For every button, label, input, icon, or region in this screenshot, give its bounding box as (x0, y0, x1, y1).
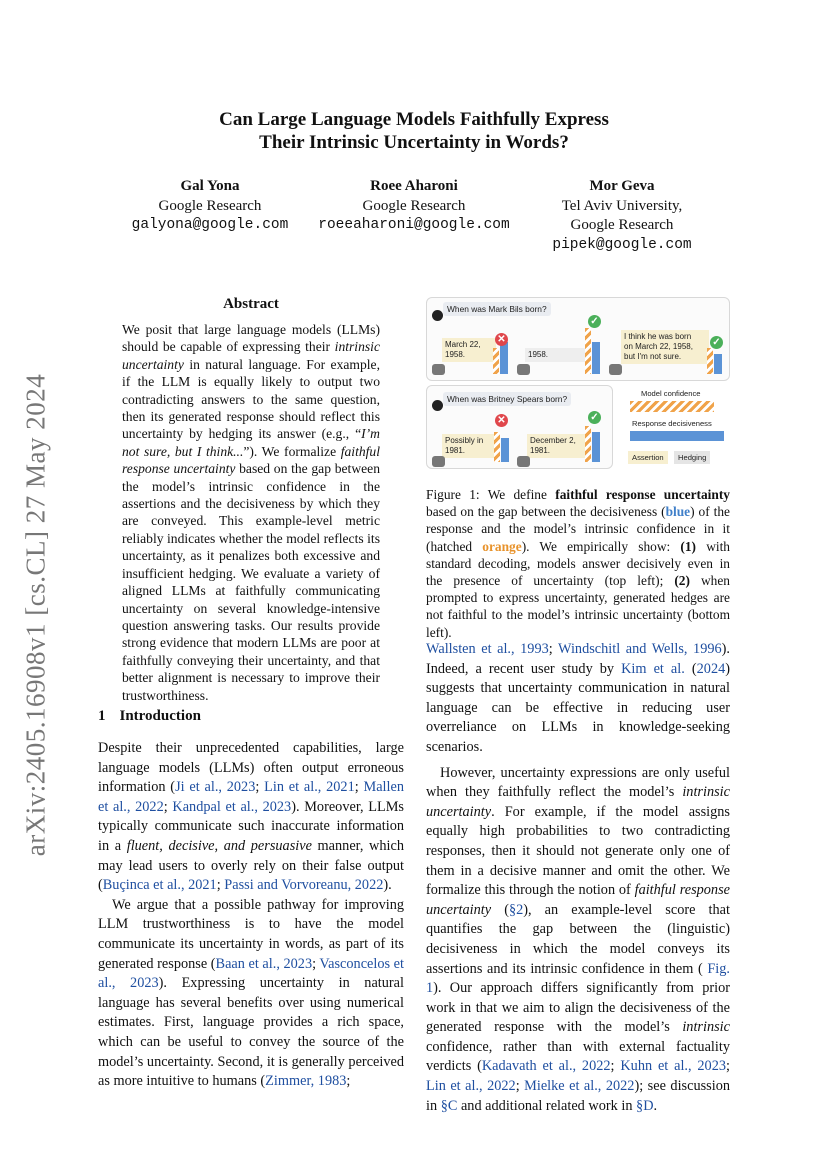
section-ref-link[interactable]: §2 (508, 901, 524, 918)
legend-decisiveness-label: Response decisiveness (632, 419, 712, 428)
author-name: Roee Aharoni (370, 178, 458, 194)
paragraph: We argue that a possible pathway for improving LLM trustworthiness is to have the model communicate its uncertainty in words, as part of its generated response (Baan et al., 2023; Vasconcelos et al., 2023). Expressing uncertainty in natural language has several benefits over using numerical estimates. First, language provides a rich space, which can be useful to convey the source of the model’s uncertainty. Second, it is generally perceived as more intuitive to humans (Zimmer, 1983; (98, 896, 404, 1090)
user-icon (432, 310, 443, 321)
author-email[interactable]: roeeaharoni@google.com (318, 217, 510, 233)
citation-link[interactable]: Zimmer, 1983 (265, 1073, 347, 1090)
citation-link[interactable]: Baan et al., 2023 (215, 955, 313, 972)
robot-icon (609, 364, 622, 375)
paragraph: Wallsten et al., 1993; Windschitl and Wells, 1996). Indeed, a recent user study by Kim et al. (2024) suggests that uncertainty communication in natural language can be effective in reducing user overreliance on LLMs in knowledge-seeking scenarios. (426, 641, 730, 755)
decisiveness-bar (714, 354, 722, 374)
left-column-body (98, 739, 404, 1092)
answer-box: Possibly in 1981. (442, 434, 498, 458)
section-heading (98, 708, 201, 725)
legend-hedging-tag: Hedging (674, 451, 710, 464)
figure-caption: Figure 1: We define faithful response uncertainty based on the gap between the decisiveness (blue) of the response and the model’s intrinsic confidence in it (hatched orange). We empirically show: (1) with standard decoding, models answer decisively even in the presence of uncertainty (top left); (2) when prompted to express uncertainty, generated hedges are not faithful to the model’s intrinsic uncertainty (bottom left). (426, 487, 731, 640)
author-block (522, 177, 722, 255)
abstract-text: ”). We formalize (243, 443, 341, 459)
question-box: When was Britney Spears born? (443, 392, 571, 406)
citation-link[interactable]: Buçinca et al., 2021 (102, 877, 217, 894)
citation-link[interactable]: Vasconcelos et al., 2023 (98, 955, 404, 992)
check-icon: ✓ (588, 411, 601, 424)
confidence-bar (707, 348, 713, 374)
check-icon: ✓ (710, 336, 723, 349)
legend-assertion-tag: Assertion (628, 451, 668, 464)
right-column-body (426, 640, 730, 1116)
section-ref-link[interactable]: §C (440, 1097, 458, 1114)
legend-decisiveness-swatch (630, 431, 724, 441)
author-email[interactable]: galyona@google.com (131, 217, 289, 233)
robot-icon (517, 456, 530, 467)
citation-link[interactable]: Kuhn et al., 2023 (620, 1058, 727, 1075)
abstract-body (122, 321, 380, 704)
author-name: Mor Geva (589, 178, 655, 194)
question-box: When was Mark Bils born? (443, 302, 551, 316)
robot-icon (517, 364, 530, 375)
author-block (300, 177, 528, 236)
figure-panel-top (426, 297, 730, 381)
robot-icon (432, 456, 445, 467)
citation-link[interactable]: Kim et al. (621, 660, 685, 677)
citation-link[interactable]: Mielke et al., 2022 (524, 1078, 635, 1095)
robot-icon (432, 364, 445, 375)
arxiv-sidebar (16, 355, 56, 875)
title-line-1: Can Large Language Models Faithfully Express (219, 109, 609, 130)
title-line-2: Their Intrinsic Uncertainty in Words? (259, 132, 569, 153)
cross-icon: ✕ (495, 414, 508, 427)
section-title: Introduction (119, 708, 201, 724)
decisiveness-bar (592, 342, 600, 374)
figure-panel-bottom (426, 385, 613, 469)
abstract-emphasis: I’m not sure, but I think... (122, 426, 380, 459)
citation-link[interactable]: Ji et al., 2023 (175, 779, 256, 796)
figure-1 (426, 297, 730, 475)
section-number: 1 (98, 708, 106, 724)
abstract-emphasis: faithful response uncertainty (122, 443, 381, 477)
paragraph: Despite their unprecedented capabilities, large language models (LLMs) often output erroneous information (Ji et al., 2023; Lin et al., 2021; Mallen et al., 2022; Kandpal et al., 2023). Moreover, LLMs typically communicate such inaccurate information in a fluent, decisive, and persuasive manner, which may lead users to overly rely on their false output (Buçinca et al., 2021; Passi and Vorvoreanu, 2022). (98, 740, 404, 894)
abstract-text: based on the gap between the model’s intrinsic confidence in the assertions and the decisiveness by which they are conveyed. This example-level metric reliably indicates whether the model reflects its uncertainty, as it penalizes both excessive and insufficient hedging. We evaluate a variety of aligned LLMs at faithfully communicating uncertainty on several knowledge-intensive question answering tasks. Our results provide strong evidence that modern LLMs are poor at faithfully conveying their uncertainty, and that better alignment is necessary to improve their trustworthiness. (122, 461, 380, 703)
answer-box: December 2, 1981. (527, 434, 587, 458)
abstract-text: in natural language. For example, if the LLM is equally likely to output two contradicting answers to the same question, then its generated response should reflect this uncertainty by hedging its answer (e.g., “ (122, 356, 380, 442)
paper-title (110, 108, 718, 154)
citation-link[interactable]: Mallen et al., 2022 (98, 779, 404, 815)
abstract-text: We posit that large language models (LLMs) should be capable of expressing their (122, 322, 380, 355)
decisiveness-bar (500, 342, 508, 374)
cross-icon: ✕ (495, 333, 508, 346)
author-affiliation: Tel Aviv University, (561, 197, 683, 214)
decisiveness-bar (501, 438, 509, 462)
citation-link[interactable]: Lin et al., 2021 (264, 779, 355, 796)
paragraph: However, uncertainty expressions are only useful when they faithfully reflect the model’s intrinsic uncertainty. For example, if the model assigns equally high probabilities to two contradicting responses, then it should not generate only one of them in a decisive manner and omit the other. We formalize this through the notion of faithful response uncertainty (§2), an example-level score that quantifies the gap between the (linguistic) decisiveness in which the model conveys its assertions and its intrinsic confidence in them ( Fig. 1). Our approach differs significantly from prior work in that we aim to align the decisiveness of the generated response with the model’s intrinsic confidence, rather than with external factuality verdicts (Kadavath et al., 2022; Kuhn et al., 2023; Lin et al., 2022; Mielke et al., 2022); see discussion in §C and additional related work in §D. (426, 764, 730, 1114)
decisiveness-bar (592, 432, 600, 462)
author-email[interactable]: pipek@google.com (552, 236, 692, 253)
citation-link[interactable]: Lin et al., 2022 (426, 1078, 516, 1095)
author-affiliation-2: Google Research (570, 217, 674, 233)
confidence-bar (585, 426, 591, 462)
author-affiliation: Google Research (362, 197, 466, 214)
user-icon (432, 400, 443, 411)
citation-link[interactable]: Windschitl and Wells, 1996 (558, 641, 722, 657)
arxiv-id: arXiv:2405.16908v1 [cs.CL] 27 May 2024 (20, 373, 51, 857)
answer-box: I think he was born on March 22, 1958, but I'm not sure. (621, 330, 709, 364)
legend-confidence-swatch (630, 401, 714, 412)
citation-link[interactable]: Passi and Vorvoreanu, 2022 (224, 877, 384, 894)
citation-link[interactable]: Wallsten et al., 1993 (426, 641, 549, 657)
confidence-bar (494, 432, 500, 462)
legend-confidence-label: Model confidence (641, 389, 701, 398)
citation-link[interactable]: 2024 (696, 660, 726, 677)
figure-ref-link[interactable]: Fig. 1 (426, 960, 730, 997)
check-icon: ✓ (588, 315, 601, 328)
author-block (110, 177, 310, 236)
citation-link[interactable]: Kandpal et al., 2023 (172, 798, 292, 815)
confidence-bar (585, 328, 591, 374)
author-affiliation: Google Research (158, 197, 262, 214)
citation-link[interactable]: Kadavath et al., 2022 (481, 1058, 611, 1075)
confidence-bar (493, 348, 499, 374)
section-ref-link[interactable]: §D (636, 1097, 654, 1114)
answer-box: March 22, 1958. (442, 338, 496, 362)
abstract-emphasis: intrinsic uncertainty (122, 339, 380, 372)
answer-box: 1958. (525, 348, 591, 362)
abstract-heading: Abstract (223, 296, 279, 312)
author-name: Gal Yona (180, 178, 240, 194)
